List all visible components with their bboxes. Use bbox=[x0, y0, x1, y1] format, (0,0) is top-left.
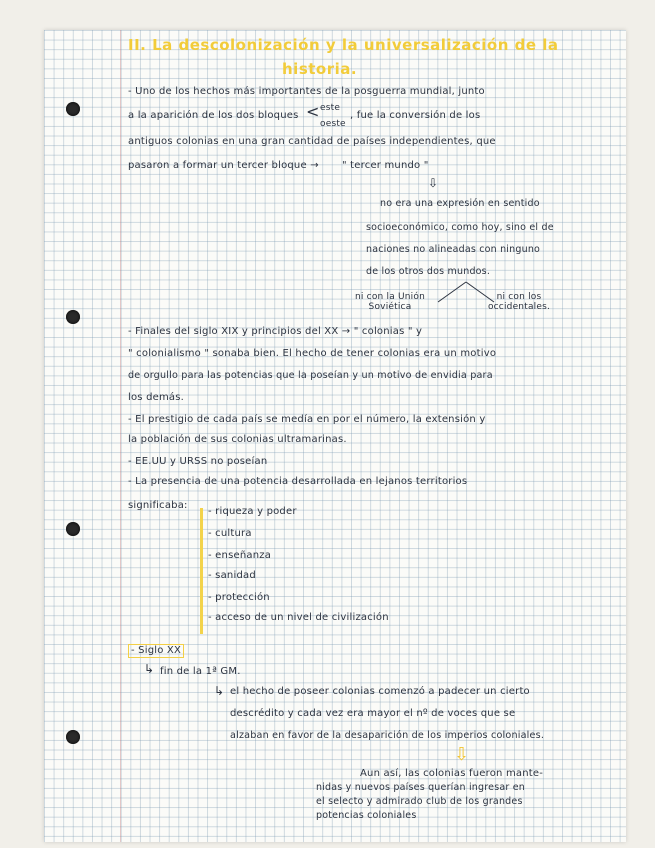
siglo-xx-label: - Siglo XX bbox=[128, 644, 184, 658]
note-line2: socioeconómico, como hoy, sino el de bbox=[366, 222, 554, 233]
p7-line2: nidas y nuevos países querían ingresar en bbox=[316, 782, 525, 793]
bloque-brace: < bbox=[306, 102, 320, 121]
list-highlight-bar bbox=[200, 508, 203, 634]
corner-arrow-icon: ↳ bbox=[144, 662, 155, 676]
section-title-line1: II. La descolonización y la universalización de la bbox=[128, 36, 559, 54]
list-item: - acceso de un nivel de civilización bbox=[208, 612, 389, 623]
binder-hole bbox=[66, 522, 80, 536]
notebook-page bbox=[44, 30, 626, 842]
bloque-este: este bbox=[320, 103, 341, 113]
p1-line1: - Uno de los hechos más importantes de la posguerra mundial, junto bbox=[128, 86, 485, 97]
p2-line4: los demás. bbox=[128, 392, 185, 403]
p6-line2: descrédito y cada vez era mayor el nº de voces que se bbox=[230, 708, 516, 719]
list-item: - enseñanza bbox=[208, 550, 272, 561]
significaba-label: significaba: bbox=[128, 500, 188, 511]
p1-line2b: , fue la conversión de los bbox=[350, 110, 481, 121]
margin-line bbox=[120, 30, 121, 842]
p7-line1: Aun así, las colonias fueron mante- bbox=[360, 768, 544, 779]
p2-line2: " colonialismo " sonaba bien. El hecho de tener colonias era un motivo bbox=[128, 348, 497, 359]
note-line4: de los otros dos mundos. bbox=[366, 266, 491, 277]
p3-line2: la población de sus colonias ultramarinas. bbox=[128, 434, 347, 445]
p6-line3: alzaban en favor de la desaparición de los imperios coloniales. bbox=[230, 730, 545, 741]
p2-line1: - Finales del siglo XIX y principios del XX → " colonias " y bbox=[128, 326, 423, 337]
p5-line: - La presencia de una potencia desarrollada en lejanos territorios bbox=[128, 476, 468, 487]
p1-line4b: " tercer mundo " bbox=[342, 160, 429, 171]
section-title-line2: historia. bbox=[282, 60, 358, 78]
list-item: - protección bbox=[208, 592, 270, 603]
binder-hole bbox=[66, 730, 80, 744]
p2-line3: de orgullo para las potencias que la poseían y un motivo de envidia para bbox=[128, 370, 493, 381]
fin-guerra: fin de la 1ª GM. bbox=[160, 666, 241, 677]
p1-line2a: a la aparición de los dos bloques bbox=[128, 110, 299, 121]
note-line3: naciones no alineadas con ninguno bbox=[366, 244, 541, 255]
list-item: - sanidad bbox=[208, 570, 256, 581]
list-item: - riqueza y poder bbox=[208, 506, 297, 517]
p7-line4: potencias coloniales bbox=[316, 810, 417, 821]
note-line1: no era una expresión en sentido bbox=[380, 198, 540, 209]
p4-line: - EE.UU y URSS no poseían bbox=[128, 456, 268, 467]
bloque-oeste: oeste bbox=[320, 119, 346, 129]
highlight-down-arrow-icon: ⇩ bbox=[454, 744, 470, 765]
branch-left: ni con la Unión Soviética bbox=[355, 292, 425, 312]
corner-arrow-icon: ↳ bbox=[214, 684, 225, 698]
p3-line1: - El prestigio de cada país se medía en por el número, la extensión y bbox=[128, 414, 486, 425]
p1-line3: antiguos colonias en una gran cantidad de países independientes, que bbox=[128, 136, 496, 147]
list-item: - cultura bbox=[208, 528, 252, 539]
p6-line1: el hecho de poseer colonias comenzó a padecer un cierto bbox=[230, 686, 530, 697]
branch-right: ni con los occidentales. bbox=[487, 292, 551, 312]
binder-hole bbox=[66, 310, 80, 324]
down-arrow-icon: ⇩ bbox=[428, 176, 439, 190]
p7-line3: el selecto y admirado club de los grandes bbox=[316, 796, 523, 807]
p1-line4a: pasaron a formar un tercer bloque → bbox=[128, 160, 319, 171]
binder-hole bbox=[66, 102, 80, 116]
